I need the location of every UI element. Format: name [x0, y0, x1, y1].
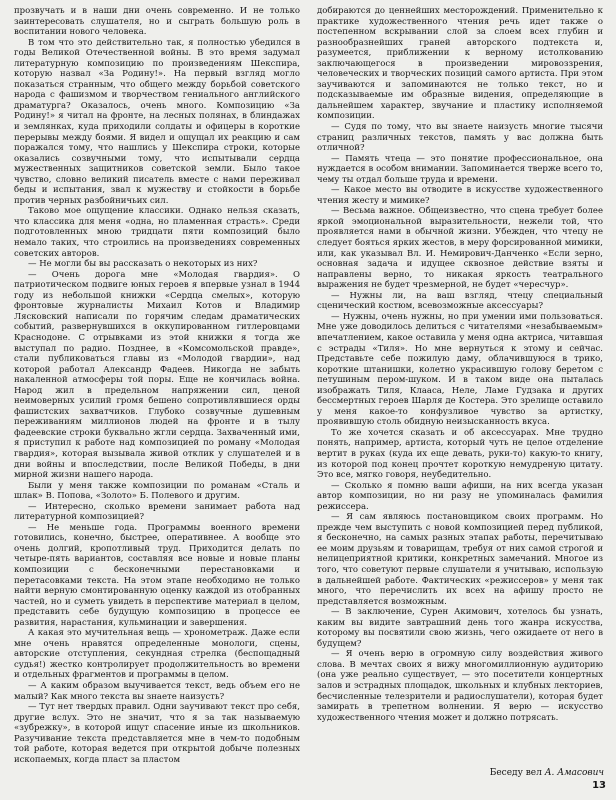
page-number: 13	[592, 780, 606, 791]
paragraph: — Не могли бы вы рассказать о некоторых из них?	[28, 259, 258, 270]
paragraph: — Какое место вы отводите в искусстве художественного чтения жесту и мимике?	[317, 185, 603, 206]
paragraph: прозвучать и в наши дни очень современно. И не только заинтересовать слушателя, но и сыграть большую роль в воспитании нового человека.	[14, 6, 300, 38]
paragraph: Таково мое ощущение классики. Однако нельзя сказать, что классика для меня «одна, но пламенная страсть». Среди подготовленных мною тридцати пяти композиций было немало таких, что строились на произведениях современных советских авторов.	[14, 206, 300, 259]
paragraph: — А каким образом выучивается текст, ведь объем его не малый? Как много текста вы знаете наизусть?	[14, 681, 300, 702]
paragraph: Были у меня также композиции по романам «Сталь и шлак» В. Попова, «Золото» Б. Полевого и другим.	[14, 480, 300, 502]
right-column	[317, 6, 603, 776]
paragraph: — Тут нет твердых правил. Одни заучивают текст про себя, другие вслух. Это не значит, что я за так называемую «зубрежку», в которой ищут спасение иные из школьников. Разучивание текста представляется мне в чем-то подобным той работе, которая ведется при открытой добыче полезных ископаемых, когда пласт за пластом	[14, 702, 300, 765]
paragraph: добираются до ценнейших месторождений. Применительно к практике художественного чтения речь идет также о постепенном вскрывании слой за слоем всех глубин и разнообразнейших граней авторского подтекста и, разумеется, приближении к верному истолкованию заключающегося в произведении мировоззрения, человеческих и творческих позиций самого артиста. При этом заучиваются и запоминаются не только текст, но и подсказываемые им образные видения, определяющие в дальнейшем характер, звучание и пластику исполняемой композиции.	[317, 6, 603, 122]
interviewer-signature	[464, 768, 604, 779]
paragraph: — Интересно, сколько времени занимает работа над литературной композицией?	[14, 501, 300, 523]
paragraph: А какая это мучительная вещь — хронометраж. Даже если мне очень нравятся определенные монологи, сцены, авторские отступления, секундная стрелка (беспощадный судья!) жестко контролирует продолжительность во времени и отдельных фрагментов и программы в целом.	[14, 628, 300, 681]
paragraph: — Я сам являюсь постановщиком своих программ. Но прежде чем выступить с новой композицией перед публикой, я бесконечно, на самых разных этапах работы, перечитываю ее моим друзьям и товарищам, требуя от них самой строгой и нелицеприятной критики, конкретных замечаний. Многое из того, что советуют первые слушатели я учитываю, использую в дальнейшей работе. Фактических «режиссеров» у меня так много, что перечислить их всех на афишу просто не представляется возможным.	[317, 512, 603, 607]
paragraph: — Сколько я помню ваши афиши, на них всегда указан автор композиции, но ни разу не упоминалась фамилия режиссера.	[317, 480, 603, 512]
paragraph: — Судя по тому, что вы знаете наизусть многие тысячи страниц различных текстов, память у вас должна быть отличной?	[317, 122, 603, 154]
paragraph: В том что это действительно так, я полностью убедился в годы Великой Отечественной войны. В это время задумал литературную композицию по произведениям Шекспира, которую назвал «За Родину!». На первый взгляд могло показаться странным, что общего между борьбой советского народа с фашизмом и творчеством гениального английского драматурга? Оказалось, очень много. Композицию «За Родину!» я читал на фронте, на лесных полянах, в блиндажах и землянках, куда приходили солдаты и офицеры в короткие перерывы между боями. Я видел и ощущал их реакцию и сам поражался тому, что нашлись у Шекспира строки, которые оказались созвучными тому, что испытывали сердца мужественных защитников советской земли. Было такое чувство, словно великий писатель вместе с нами переживал беды и испытания, звал к мужеству и стойкости в борьбе против черных разбойничьих сил.	[14, 37, 300, 206]
paragraph: То же хочется сказать и об аксессуарах. Мне трудно понять, например, артиста, который чуть не целое отделение вертит в руках (куда их еще девать, руки-то) какую-то книгу, из которой под конец прочтет короткую немудреную цитату. Это все, мягко говоря, неубедительно.	[317, 427, 603, 481]
signature-author: А. Амасович	[544, 768, 604, 778]
paragraph: — В заключение, Сурен Акимович, хотелось бы узнать, каким вы видите завтрашний день того жанра искусства, которому вы посвятили свою жизнь, чего ожидаете от него в будущем?	[317, 607, 603, 649]
paragraph: — Не меньше года. Программы военного времени готовились, конечно, быстрее, оперативнее. А вообще это очень долгий, кропотливый труд. Приходится делать по четыре-пять вариантов, составляя все новые и новые планы композиции с бесконечными перестановками и перетасовками текста. На этом этапе необходимо не только найти верную смонтированную оценку каждой из отобранных частей, но и суметь увидеть в перспективе материал в целом, представить себе будущую композицию в процессе ее развития, нарастания, кульминации и завершения.	[14, 522, 300, 628]
paragraph: — Весьма важное. Общеизвестно, что сцена требует более яркой эмоциональной выразительности, нежели той, что проявляется нами в обычной жизни. Убежден, что чтецу не следует бояться ярких жестов, в меру форсированной мимики, или, как указывал Вл. И. Немирович-Данченко «Если зерно, основная задача и идущее сквозное действие взяты и направлены верно, то никакая яркость театрального выражения не будет чрезмерной, не будет «чересчур».	[317, 206, 603, 291]
signature-prefix: Беседу вел	[489, 768, 545, 778]
left-column	[14, 6, 300, 776]
paragraph: — Я очень верю в огромную силу воздействия живого слова. В мечтах своих я вижу многомиллионную аудиторию (она уже реально существует, — это посетители концертных залов и эстрадных площадок, школьных и клубных лекториев, бесчисленные телезрители и радиослушатели), которая будет замирать в трепетном волнении. Я верю — искусство художественного чтения может и должно потрясать.	[317, 649, 603, 723]
paragraph: — Очень дорога мне «Молодая гвардия». О патриотическом подвиге юных героев я впервые узнал в 1944 году из небольшой книжки «Сердца смелых», которую фронтовые журналисты Михаил Котов и Владимир Лясковский написали по горячим следам драматических событий, развернувшихся в оккупированном гитлеровцами Краснодоне. С отрывками из этой книжки я тогда же выступал по радио. Позднее, в «Комсомольской правде», стали публиковаться главы из «Молодой гвардии», над которой работал Александр Фадеев. Никогда не забыть накаленной атмосферы той поры. Еще не кончилась война. Народ жил в предельном напряжении сил, ценой неимоверных усилий громя бешено сопротивлявшиеся орды фашистских захватчиков. Глубоко созвучные душевным переживаниям миллионов людей на фронте и в тылу фадеевские строки буквально жгли сердца. Захваченный ими, я приступил к работе над композицией по роману «Молодая гвардия», которая вызывала живой отклик у слушателей и в дни войны и впоследствии, после Великой Победы, в дни мирной жизни нашего народа.	[14, 269, 300, 481]
paragraph: — Память чтеца — это понятие профессиональное, она нуждается в особом внимании. Запоминается тверже всего то, чему ты отдал больше труда и времени.	[317, 153, 603, 185]
paragraph: — Нужны ли, на ваш взгляд, чтецу специальный сценический костюм, всевозможные аксессуары?	[317, 290, 603, 312]
paragraph: — Нужны, очень нужны, но при умении ими пользоваться. Мне уже доводилось делиться с читателями «незабываемым» впечатлением, какое оставила у меня одна актриса, читавшая с эстрады «Тиля». Но мне вернуться к этому и сейчас. Представьте себе пожилую даму, облачившуюся в трико, короткие штанишки, колетно украсившую голову беретом с петушиным пером-шуком. И в таком виде она пыталась изображать Тиля, Клааса, Неле, Ламе Гудзака и других бессмертных героев Шарля де Костера. Это зрелище оставило у меня какое-то конфузливое чувство за артистку, проявившую столь обидную неизысканность вкуса.	[317, 311, 603, 428]
